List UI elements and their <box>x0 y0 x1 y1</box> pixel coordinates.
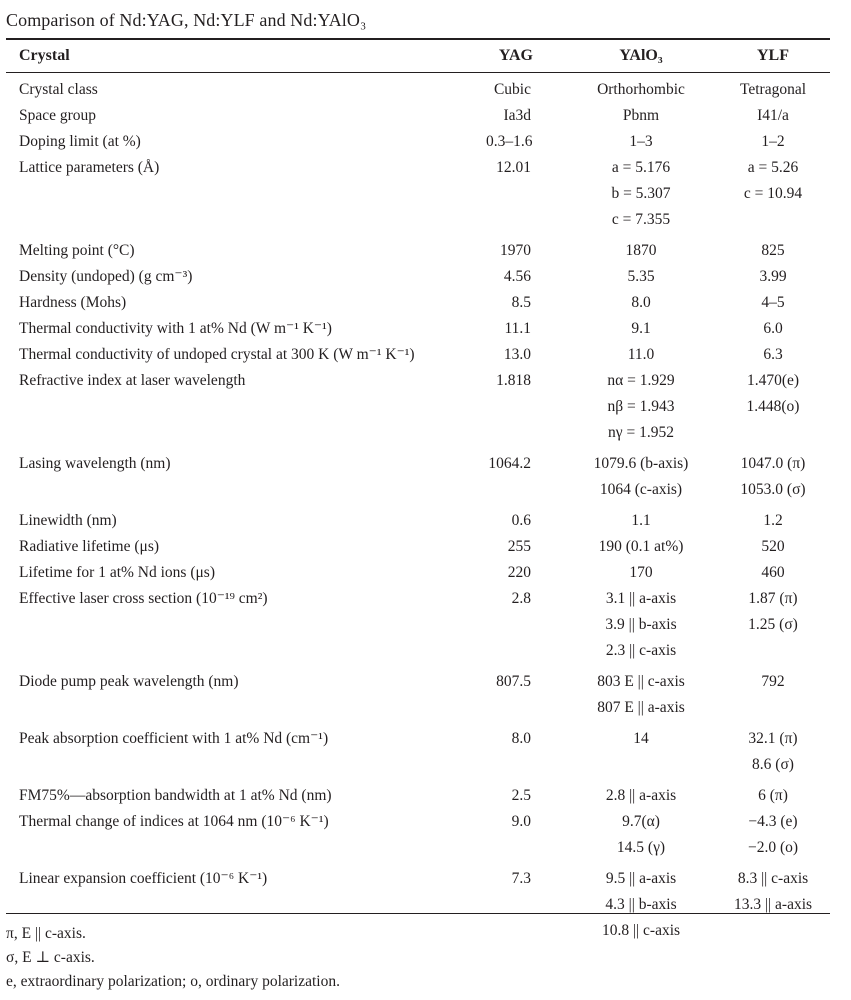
yag-cell: 7.3 <box>511 870 531 887</box>
yag-cell <box>486 612 566 638</box>
ylf-cell <box>716 695 830 721</box>
ylf-cell: 825 <box>761 242 785 259</box>
yag-cell: 2.5 <box>511 787 531 804</box>
property-cell <box>6 892 486 918</box>
yag-cell <box>486 420 566 446</box>
table-row <box>6 612 830 638</box>
property-cell <box>6 612 486 638</box>
header-row <box>6 40 830 72</box>
yag-cell: 11.1 <box>504 320 531 337</box>
yalo3-cell: 2.8 || a-axis <box>605 787 677 804</box>
yalo3-cell <box>566 752 716 778</box>
ylf-cell: 1053.0 (σ) <box>740 481 806 498</box>
yag-cell: 1064.2 <box>488 455 531 472</box>
table-row <box>6 103 830 129</box>
table-row <box>6 638 830 664</box>
yag-cell: 12.01 <box>496 159 531 176</box>
property-cell <box>6 181 486 207</box>
yag-cell <box>486 394 566 420</box>
yalo3-cell: a = 5.176 <box>611 159 671 176</box>
yalo3-cell: nγ = 1.952 <box>608 424 674 441</box>
yag-cell: 8.5 <box>511 294 531 311</box>
ylf-cell: 1–2 <box>761 133 785 150</box>
property-cell <box>6 420 486 446</box>
yalo3-cell: 807 E || a-axis <box>597 699 685 716</box>
table-row <box>6 368 830 394</box>
ylf-cell <box>716 420 830 446</box>
table-row <box>6 316 830 342</box>
yag-cell <box>486 892 566 918</box>
ylf-cell: a = 5.26 <box>747 159 799 176</box>
ylf-cell: 792 <box>761 673 785 690</box>
footnotes <box>6 922 340 994</box>
ylf-cell <box>716 638 830 664</box>
yag-cell <box>486 918 566 944</box>
ylf-cell: 520 <box>761 538 785 555</box>
yag-cell: 0.6 <box>511 512 531 529</box>
yag-cell <box>486 835 566 861</box>
ylf-cell: c = 10.94 <box>743 185 803 202</box>
table-row <box>6 503 830 534</box>
property-cell: Lattice parameters (Å) <box>19 159 160 176</box>
yag-cell <box>486 638 566 664</box>
yalo3-cell: 14 <box>633 730 649 747</box>
header-yag: YAG <box>498 47 533 64</box>
yag-cell <box>486 752 566 778</box>
ylf-cell: 1.470(e) <box>746 372 800 389</box>
yag-cell: 9.0 <box>511 813 531 830</box>
table-row <box>6 560 830 586</box>
yag-cell: Ia3d <box>503 107 531 124</box>
yalo3-cell: 5.35 <box>627 268 655 285</box>
yalo3-cell: nβ = 1.943 <box>607 398 675 415</box>
property-cell: Peak absorption coefficient with 1 at% Nd (cm⁻¹) <box>19 730 329 747</box>
header-crystal: Crystal <box>19 47 70 64</box>
yalo3-cell: 8.0 <box>631 294 651 311</box>
table-row <box>6 233 830 264</box>
table-row <box>6 342 830 368</box>
footnote: σ, E ⊥ c-axis. <box>6 949 95 966</box>
yag-cell: 1.818 <box>496 372 531 389</box>
table-row <box>6 752 830 778</box>
table-row <box>6 155 830 181</box>
yag-cell <box>486 181 566 207</box>
property-cell: Radiative lifetime (μs) <box>19 538 160 555</box>
yalo3-cell: 4.3 || b-axis <box>605 896 677 913</box>
property-cell <box>6 394 486 420</box>
table-row <box>6 861 830 892</box>
yalo3-cell: Orthorhombic <box>597 81 685 98</box>
table-row <box>6 290 830 316</box>
ylf-cell: 1.448(o) <box>746 398 800 415</box>
yalo3-cell: Pbnm <box>622 107 660 124</box>
ylf-cell: −2.0 (o) <box>747 839 799 856</box>
yag-cell: Cubic <box>493 81 531 98</box>
table-row <box>6 778 830 809</box>
table-row <box>6 721 830 752</box>
yalo3-cell: 2.3 || c-axis <box>605 642 677 659</box>
header-yalo3: YAlO₃ <box>619 47 663 64</box>
ylf-cell: I41/a <box>757 107 789 124</box>
table-row <box>6 394 830 420</box>
table-row <box>6 264 830 290</box>
yag-cell: 8.0 <box>511 730 531 747</box>
property-cell: Hardness (Mohs) <box>19 294 127 311</box>
property-cell <box>6 477 486 503</box>
yalo3-cell: c = 7.355 <box>611 211 671 228</box>
ylf-cell: 32.1 (π) <box>748 730 798 747</box>
yag-cell: 807.5 <box>496 673 531 690</box>
property-cell: Lasing wavelength (nm) <box>19 455 171 472</box>
property-cell: Effective laser cross section (10⁻¹⁹ cm²) <box>19 590 268 607</box>
header-ylf: YLF <box>757 47 789 64</box>
yalo3-cell: 1079.6 (b-axis) <box>593 455 689 472</box>
property-cell: Diode pump peak wavelength (nm) <box>19 673 239 690</box>
yag-cell: 13.0 <box>503 346 531 363</box>
yag-cell: 220 <box>507 564 531 581</box>
yag-cell: 4.56 <box>503 268 531 285</box>
yalo3-cell: 14.5 (γ) <box>616 839 666 856</box>
table-row <box>6 181 830 207</box>
ylf-cell: 8.6 (σ) <box>752 756 794 773</box>
property-cell <box>6 695 486 721</box>
table-row <box>6 664 830 695</box>
ylf-cell: 8.3 || c-axis <box>737 870 809 887</box>
property-cell: Lifetime for 1 at% Nd ions (μs) <box>19 564 215 581</box>
comparison-table <box>6 40 830 944</box>
yag-cell: 0.3–1.6 <box>486 133 533 150</box>
table-row <box>6 207 830 233</box>
yalo3-cell: 1–3 <box>629 133 653 150</box>
yalo3-cell: 1.1 <box>631 512 651 529</box>
table-row <box>6 809 830 835</box>
table-caption: Comparison of Nd:YAG, Nd:YLF and Nd:YAlO₃ <box>6 10 367 30</box>
table-row <box>6 534 830 560</box>
property-cell: Crystal class <box>19 81 98 98</box>
property-cell: FM75%—absorption bandwidth at 1 at% Nd (nm) <box>19 787 332 804</box>
ylf-cell: 3.99 <box>759 268 787 285</box>
ylf-cell: 1.2 <box>763 512 783 529</box>
footnote: e, extraordinary polarization; o, ordinary polarization. <box>6 973 340 990</box>
table-row <box>6 420 830 446</box>
ylf-cell: 6.0 <box>763 320 783 337</box>
yalo3-cell: nα = 1.929 <box>607 372 675 389</box>
yag-cell: 2.8 <box>511 590 531 607</box>
yalo3-cell: 3.1 || a-axis <box>605 590 677 607</box>
ylf-cell <box>716 207 830 233</box>
property-cell: Thermal conductivity of undoped crystal at 300 K (W m⁻¹ K⁻¹) <box>19 346 415 363</box>
property-cell <box>6 638 486 664</box>
ylf-cell: 460 <box>761 564 785 581</box>
yalo3-cell: 1064 (c-axis) <box>599 481 683 498</box>
table-row <box>6 586 830 612</box>
ylf-cell: 6.3 <box>763 346 783 363</box>
yalo3-cell: 10.8 || c-axis <box>601 922 681 939</box>
yalo3-cell: 1870 <box>625 242 657 259</box>
property-cell <box>6 835 486 861</box>
property-cell: Thermal conductivity with 1 at% Nd (W m⁻¹ K⁻¹) <box>19 320 332 337</box>
property-cell: Space group <box>19 107 97 124</box>
yalo3-cell: 11.0 <box>627 346 655 363</box>
yalo3-cell: 9.7(α) <box>622 813 660 830</box>
yalo3-cell: 9.1 <box>631 320 651 337</box>
table-row <box>6 129 830 155</box>
ylf-cell: 1.87 (π) <box>748 590 798 607</box>
yag-cell <box>486 695 566 721</box>
property-cell: Doping limit (at %) <box>19 133 141 150</box>
property-cell: Linear expansion coefficient (10⁻⁶ K⁻¹) <box>19 870 268 887</box>
yag-cell: 255 <box>507 538 531 555</box>
property-cell <box>6 207 486 233</box>
yalo3-cell: 803 E || c-axis <box>597 673 685 690</box>
table-row <box>6 72 830 103</box>
property-cell: Thermal change of indices at 1064 nm (10⁻⁶ K⁻¹) <box>19 813 329 830</box>
property-cell <box>6 752 486 778</box>
table-body <box>6 72 830 944</box>
property-cell: Melting point (°C) <box>19 242 135 259</box>
ylf-cell <box>716 918 830 944</box>
table-row <box>6 446 830 477</box>
ylf-cell: Tetragonal <box>739 81 807 98</box>
yalo3-cell: b = 5.307 <box>611 185 671 202</box>
yalo3-cell: 170 <box>629 564 653 581</box>
table-row <box>6 477 830 503</box>
ylf-cell: 1.25 (σ) <box>748 616 798 633</box>
table-row <box>6 835 830 861</box>
table-row <box>6 695 830 721</box>
yalo3-cell: 3.9 || b-axis <box>605 616 677 633</box>
yag-cell <box>486 477 566 503</box>
yag-cell: 1970 <box>500 242 531 259</box>
property-cell: Refractive index at laser wavelength <box>19 372 246 389</box>
yag-cell <box>486 207 566 233</box>
ylf-cell: −4.3 (e) <box>748 813 798 830</box>
ylf-cell: 1047.0 (π) <box>740 455 806 472</box>
yalo3-cell: 9.5 || a-axis <box>605 870 677 887</box>
ylf-cell: 13.3 || a-axis <box>733 896 813 913</box>
yalo3-cell: 190 (0.1 at%) <box>598 538 684 555</box>
table-row <box>6 892 830 918</box>
property-cell: Linewidth (nm) <box>19 512 117 529</box>
property-cell: Density (undoped) (g cm⁻³) <box>19 268 193 285</box>
ylf-cell: 6 (π) <box>758 787 788 804</box>
footnote: π, E || c-axis. <box>6 925 86 942</box>
ylf-cell: 4–5 <box>761 294 785 311</box>
